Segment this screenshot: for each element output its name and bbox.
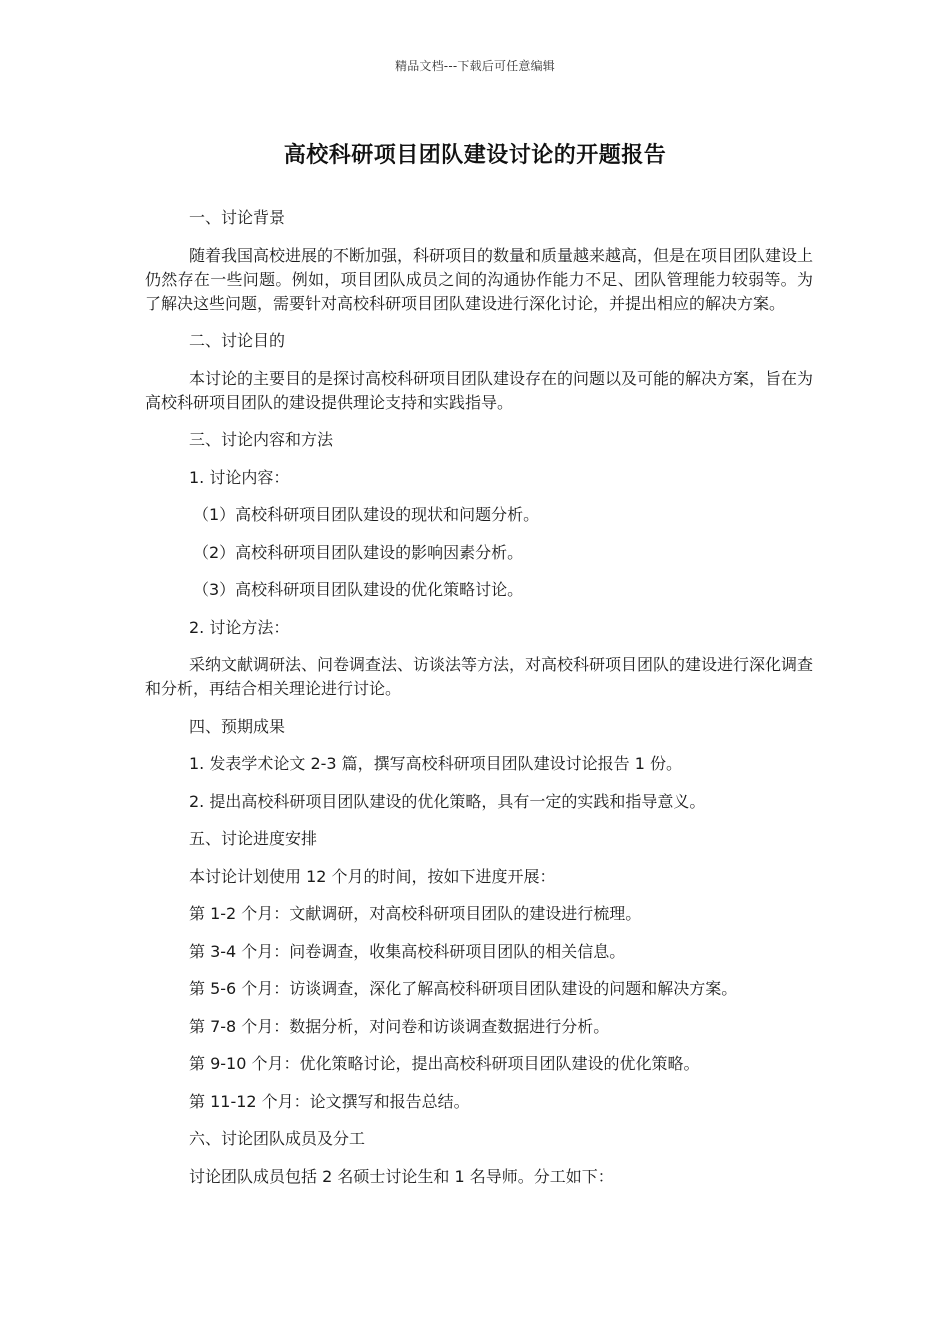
section-heading-schedule: 五、讨论进度安排: [189, 829, 318, 848]
section-heading-purpose: 二、讨论目的: [189, 331, 286, 350]
paragraph-purpose: 本讨论的主要目的是探讨高校科研项目团队建设存在的问题以及可能的解决方案，旨在为高校科研项目团队的建设提供理论支持和实践指导。: [145, 368, 814, 412]
schedule-item-5: 第 9-10 个月：优化策略讨论，提出高校科研项目团队建设的优化策略。: [189, 1054, 700, 1073]
list-item-outcome-2: 2. 提出高校科研项目团队建设的优化策略，具有一定的实践和指导意义。: [189, 791, 706, 811]
list-item-outcome-1: 1. 发表学术论文 2-3 篇，撰写高校科研项目团队建设讨论报告 1 份。: [189, 754, 683, 773]
document-body: [145, 206, 813, 1202]
schedule-item-3: 第 5-6 个月：访谈调查，深化了解高校科研项目团队建设的问题和解决方案。: [189, 979, 738, 998]
paragraph-background: 随着我国高校进展的不断加强，科研项目的数量和质量越来越高，但是在项目团队建设上仍然存在一些问题。例如，项目团队成员之间的沟通协作能力不足、团队管理能力较弱等。为了解决这些问题，需要针对高校科研项目团队建设进行深化讨论，并提出相应的解决方案。: [145, 245, 814, 313]
subheading-method: 2. 讨论方法：: [189, 617, 290, 637]
header-note: 精品文档---下载后可任意编辑: [395, 59, 555, 73]
section-heading-background: 一、讨论背景: [189, 208, 286, 227]
list-item-content-3: （3）高校科研项目团队建设的优化策略讨论。: [193, 580, 524, 599]
schedule-item-2: 第 3-4 个月：问卷调查，收集高校科研项目团队的相关信息。: [189, 941, 626, 961]
subheading-content: 1. 讨论内容：: [189, 467, 290, 487]
document-title: 高校科研项目团队建设讨论的开题报告: [283, 143, 667, 168]
schedule-item-1: 第 1-2 个月：文献调研，对高校科研项目团队的建设进行梳理。: [189, 904, 642, 923]
paragraph-method: 采纳文献调研法、问卷调查法、访谈法等方法，对高校科研项目团队的建设进行深化调查和分析，再结合相关理论进行讨论。: [145, 655, 814, 698]
section-heading-content-method: 三、讨论内容和方法: [189, 430, 334, 449]
list-item-content-2: （2）高校科研项目团队建设的影响因素分析。: [193, 542, 524, 562]
paragraph-schedule-intro: 本讨论计划使用 12 个月的时间，按如下进度开展：: [189, 866, 556, 886]
section-heading-team: 六、讨论团队成员及分工: [189, 1129, 366, 1148]
schedule-item-4: 第 7-8 个月：数据分析，对问卷和访谈调查数据进行分析。: [189, 1016, 610, 1036]
list-item-content-1: （1）高校科研项目团队建设的现状和问题分析。: [193, 505, 540, 524]
schedule-item-6: 第 11-12 个月：论文撰写和报告总结。: [189, 1091, 470, 1111]
paragraph-team: 讨论团队成员包括 2 名硕士讨论生和 1 名导师。分工如下：: [189, 1166, 614, 1186]
section-heading-outcomes: 四、预期成果: [189, 716, 286, 736]
